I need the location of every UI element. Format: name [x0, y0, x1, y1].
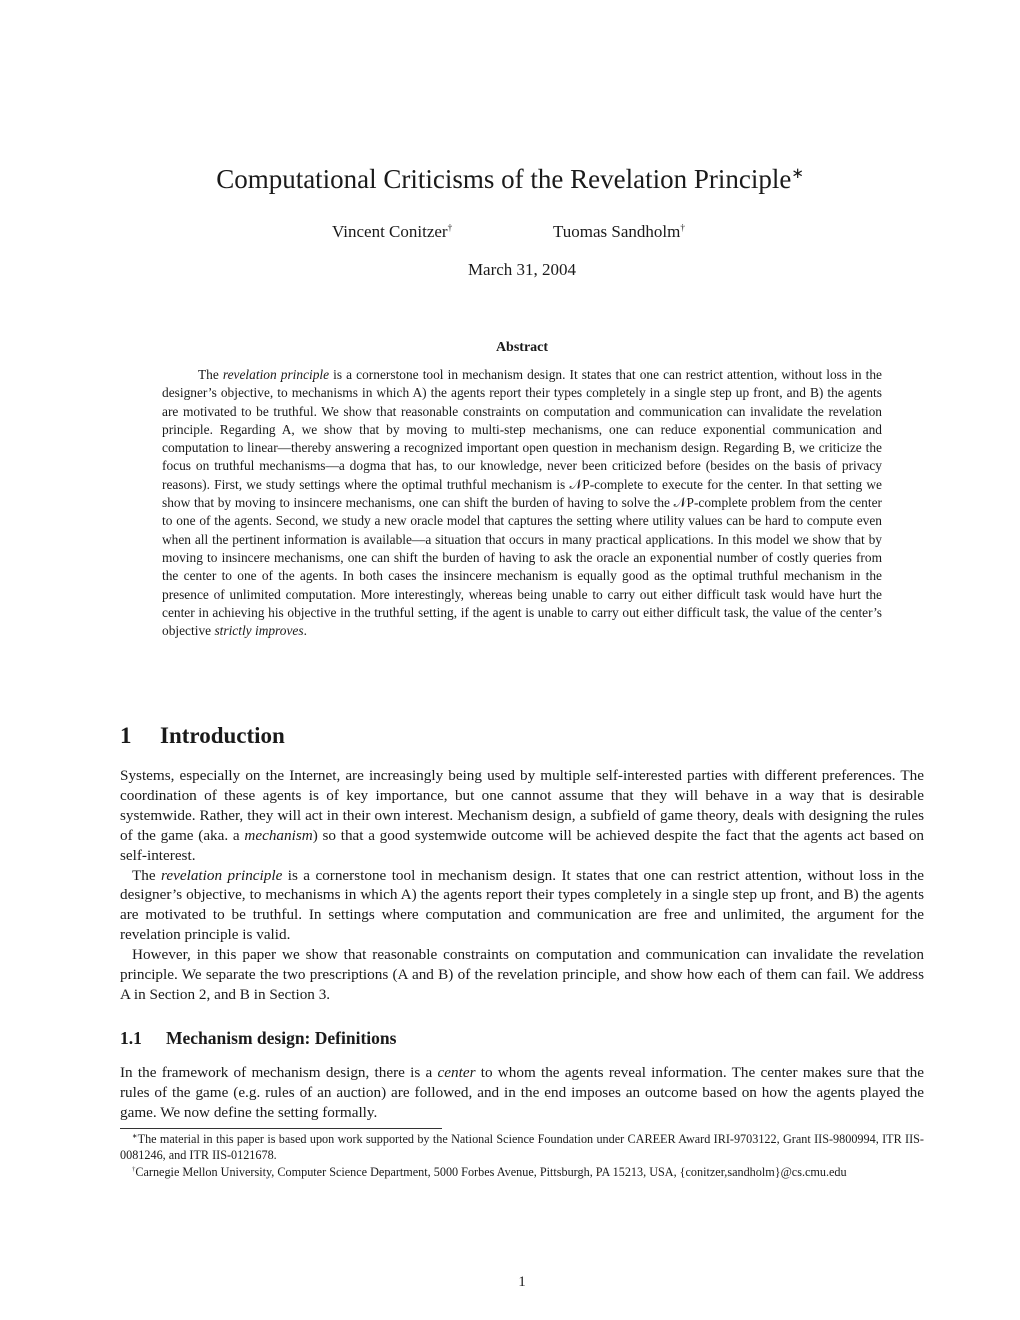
- section-title: Introduction: [160, 723, 285, 748]
- paper-title: [0, 164, 1020, 195]
- np-symbol: 𝒩P: [673, 495, 694, 511]
- abstract-text: The revelation principle is a cornerstone tool in mechanism design. It states that one can restrict attention, without loss in the designer’s objective, to mechanisms in which A) the agents report their types completely in a single step up front, and B) the agents are motivated to be truthful. We show that reasonable constraints on computation and communication can invalidate the revelation principle. Regarding A, we show that by moving to multi-step mechanisms, one can reduce exponential communication and computation to linear—thereby answering a recognized important open question in mechanism design. Regarding B, we criticize the focus on truthful mechanisms—a dogma that has, to our knowledge, never been criticized before (besides on the basis of privacy reasons). First, we study settings where the optimal truthful mechanism is 𝒩P-complete to execute for the center. In that setting we show that by moving to insincere mechanisms, one can shift the burden of having to solve the 𝒩P-complete problem from the center to one of the agents. Second, we study a new oracle model that captures the setting where utility values can be hard to compute even when all the pertinent information is available—a situation that occurs in many practical applications. In this model we show that by moving to insincere mechanisms, one can shift the burden of having to ask the oracle an exponential number of costly queries from the center to one of the agents. In both cases the insincere mechanism is equally good as the optimal truthful mechanism in the presence of unlimited computation. More interestingly, whereas being unable to carry out either difficult task would have hurt the center in achieving his objective in the truthful setting, if the agent is unable to carry out either difficult task, the value of the center’s objective strictly improves.: [162, 367, 882, 639]
- title-footnote-mark: ∗: [791, 166, 804, 182]
- author-1: [332, 222, 452, 242]
- author-2: [553, 222, 685, 242]
- intro-paragraph-2: The revelation principle is a cornerstone tool in mechanism design. It states that one can restrict attention, without loss in the designer’s objective, to mechanisms in which A) the agents report their types completely in a single step up front, and B) the agents are motivated to be truthful. In settings where computation and communication are free and unlimited, the argument for the revelation principle is valid.: [120, 866, 924, 944]
- title-text: Computational Criticisms of the Revelation Principle: [216, 164, 792, 194]
- definitions-body: [120, 1063, 924, 1123]
- section-heading-introduction: [120, 723, 285, 749]
- paper-date: March 31, 2004: [467, 260, 577, 279]
- subsection-heading-definitions: [120, 1028, 396, 1049]
- np-symbol: 𝒩P: [569, 476, 590, 492]
- footnote-affiliation: †Carnegie Mellon University, Computer Science Department, 5000 Forbes Avenue, Pittsburgh, PA 15213, USA, {conitzer,sandholm}@cs.cmu.edu: [132, 1164, 847, 1179]
- intro-paragraph-1: Systems, especially on the Internet, are increasingly being used by multiple self-interested parties with different preferences. The coordination of these agents is of key importance, but one cannot assume that they will behave in a way that is desirable systemwide. Rather, they will act in their own interest. Mechanism design, a subfield of game theory, deals with designing the rules of the game (aka. a mechanism) so that a good systemwide outcome will be achieved despite the fact that the agents act based on self-interest.: [120, 767, 925, 864]
- author-footnote-mark: †: [447, 223, 453, 234]
- intro-paragraph-3: However, in this paper we show that reasonable constraints on computation and communication can invalidate the revelation principle. We separate the two prescriptions (A and B) of the revelation principle, and show how each of them can fail. We address A in Section 2, and B in Section 3.: [120, 946, 924, 1003]
- subsection-title: Mechanism design: Definitions: [166, 1028, 397, 1048]
- footnotes: [120, 1131, 924, 1180]
- introduction-body: [120, 766, 924, 1005]
- author-name: Tuomas Sandholm: [553, 222, 681, 241]
- subsection-number: 1.1: [120, 1028, 142, 1048]
- author-name: Vincent Conitzer: [332, 222, 448, 241]
- definitions-paragraph: In the framework of mechanism design, there is a center to whom the agents reveal information. The center makes sure that the rules of the game (e.g. rules of an auction) are followed, and in the end imposes an outcome based on how the agents played the game. We now define the setting formally.: [120, 1064, 925, 1121]
- abstract-heading: Abstract: [495, 340, 549, 355]
- section-number: 1: [120, 723, 132, 748]
- author-footnote-mark: †: [680, 223, 686, 234]
- footnote-funding: ∗The material in this paper is based upon work supported by the National Science Foundation under CAREER Award IRI-9703122, Grant IIS-9800994, ITR IIS-0081246, and ITR IIS-0121678.: [120, 1132, 924, 1163]
- footnote-rule: [120, 1128, 442, 1129]
- page-number: 1: [518, 1274, 526, 1290]
